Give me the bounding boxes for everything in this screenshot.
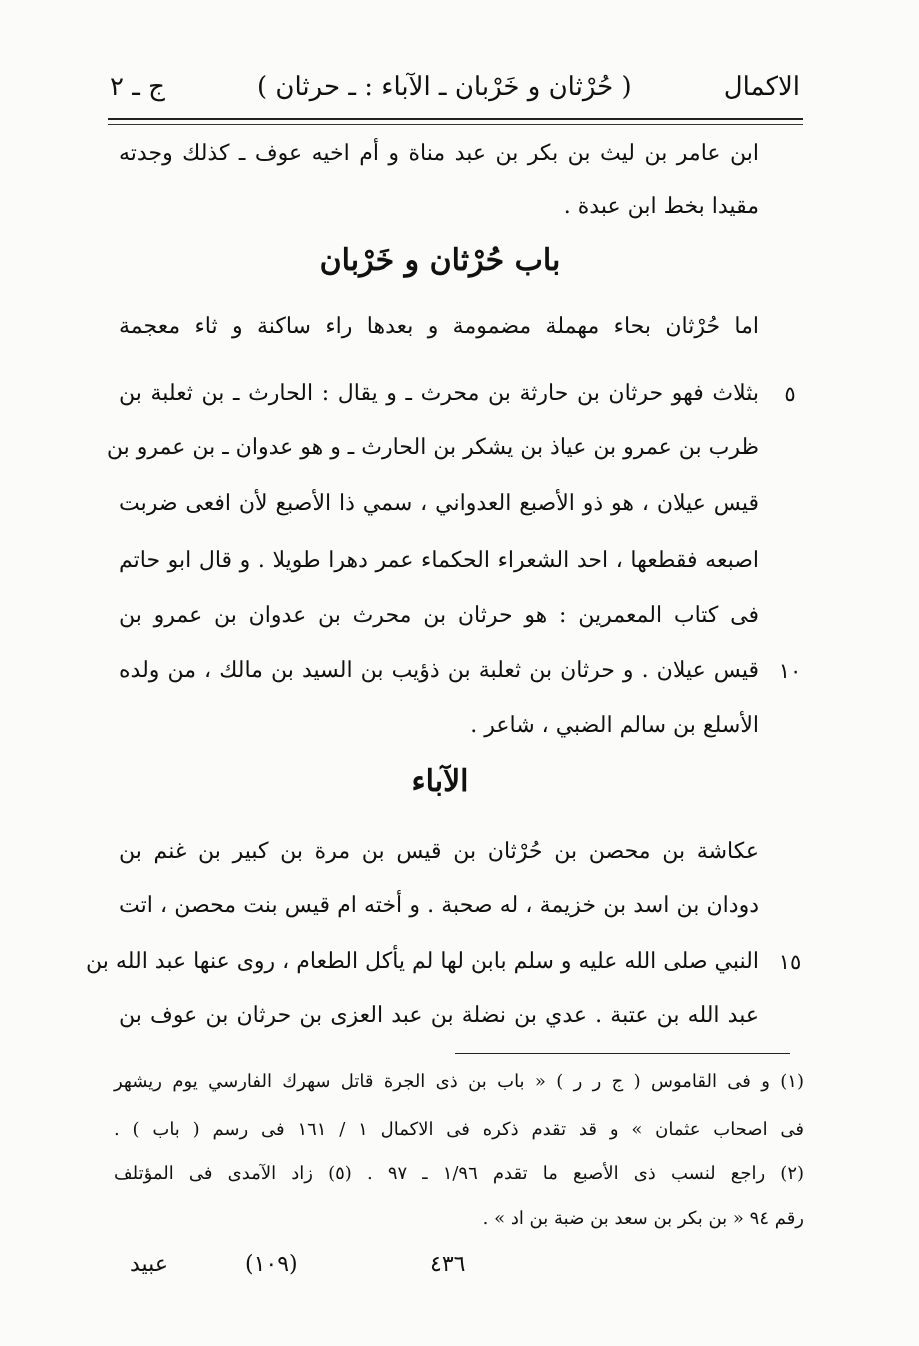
catchword: عبيد bbox=[130, 1252, 168, 1277]
running-header bbox=[110, 62, 800, 112]
chapter-heading: باب حُرْثان و خَرْبان bbox=[319, 243, 561, 278]
header-rule-thin bbox=[108, 124, 803, 125]
text-line: اصبعه فقطعها ، احد الشعراء الحكماء عمر دهرا طويلا . و قال ابو حاتم bbox=[119, 548, 759, 573]
text-line: قيس عيلان . و حرثان بن ثعلبة بن ذؤيب بن السيد بن مالك ، من ولده bbox=[119, 658, 759, 683]
footnote-line: فى اصحاب عثمان » و قد تقدم ذكره فى الاكمال ١ / ١٦١ فى رسم ( باب ) . bbox=[114, 1119, 805, 1140]
section-title: ( حُرْثان و خَرْبان ـ الآباء : ـ حرثان ) bbox=[256, 72, 632, 102]
text-line: ابن عامر بن ليث بن بكر بن عبد مناة و أم اخيه عوف ـ كذلك وجدته bbox=[119, 141, 760, 166]
text-line: مقيدا بخط ابن عبدة . bbox=[563, 194, 759, 219]
text-line: عبد الله بن عتبة . عدي بن نضلة بن عبد العزى بن حرثان بن عوف بن bbox=[119, 1003, 759, 1028]
text-line: عكاشة بن محصن بن حُرْثان بن قيس بن مرة بن كبير بن غنم بن bbox=[119, 839, 759, 864]
book-title: الاكمال bbox=[723, 72, 800, 102]
page-number: ٤٣٦ bbox=[430, 1252, 466, 1277]
line-number: ٥ bbox=[784, 382, 796, 406]
header-rule-thick bbox=[108, 118, 803, 120]
footnote-line: رقم ٩٤ « بن بكر بن سعد بن ضبة بن اد » . bbox=[482, 1208, 804, 1229]
text-line: اما حُرْثان بحاء مهملة مضمومة و بعدها راء ساكنة و ثاء معجمة bbox=[119, 314, 760, 339]
line-number: ١٥ bbox=[778, 950, 802, 974]
text-line: بثلاث فهو حرثان بن حارثة بن محرث ـ و يقال : الحارث ـ بن ثعلبة بن bbox=[119, 381, 759, 406]
footnote-line: (١) و فى القاموس ( ج ر ر ) « باب بن ذى الجرة قاتل سهرك الفارسي يوم ريشهر bbox=[114, 1071, 804, 1092]
text-line: الأسلع بن سالم الضبي ، شاعر . bbox=[470, 713, 759, 738]
section-heading: الآباء bbox=[411, 764, 469, 799]
line-number: ١٠ bbox=[778, 659, 802, 683]
footnote-line: (٢) راجع لنسب ذى الأصبع ما تقدم ١/٩٦ ـ ٩٧ . (٥) زاد الآمدى فى المؤتلف bbox=[114, 1163, 805, 1184]
signature-mark: (١٠٩) bbox=[245, 1252, 298, 1277]
text-line: قيس عيلان ، هو ذو الأصبع العدواني ، سمي ذا الأصبع لأن افعى ضربت bbox=[119, 491, 759, 516]
volume-label: ج ـ ٢ bbox=[110, 72, 165, 102]
text-line: ظرب بن عمرو بن عياذ بن يشكر بن الحارث ـ و هو عدوان ـ بن عمرو بن bbox=[106, 435, 759, 460]
text-line: النبي صلى الله عليه و سلم بابن لها لم يأكل الطعام ، روى عنها عبد الله بن bbox=[86, 949, 759, 974]
text-line: دودان بن اسد بن خزيمة ، له صحبة . و أخته ام قيس بنت محصن ، اتت bbox=[119, 893, 759, 918]
footnote-rule bbox=[455, 1053, 790, 1054]
text-line: فى كتاب المعمرين : هو حرثان بن محرث بن عدوان بن عمرو بن bbox=[119, 603, 759, 628]
